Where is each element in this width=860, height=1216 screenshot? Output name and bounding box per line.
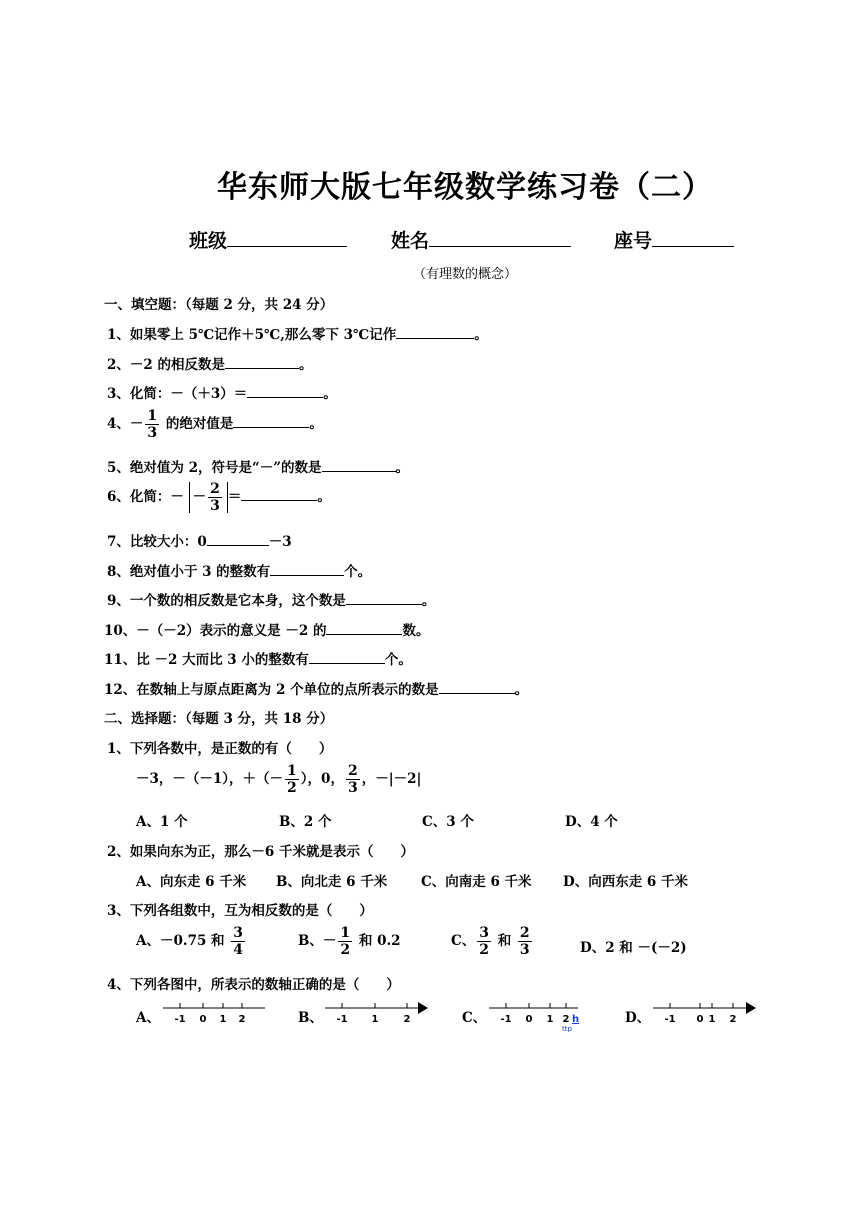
answer-blank[interactable] [207,533,269,546]
option-2-2-a[interactable]: A、向东走 6 千米 [136,874,247,890]
fraction: $\frac{1}{3}$ [147,408,158,441]
option-2-1-a[interactable]: A、1 个 [136,814,188,830]
page-subtitle: （有理数的概念） [412,267,517,282]
question-1-9: 9、一个数的相反数是它本身，这个数是 。 [107,593,436,609]
number-line-d[interactable] [650,996,760,1028]
question-1-6: 6、化简：－ － $\frac{2}{3}$ ＝ 。 [107,481,331,514]
question-1-8: 8、绝对值小于 3 的整数有 个。 [107,564,372,580]
option-2-2-d[interactable]: D、向西东走 6 千米 [563,874,689,890]
tick-label: 2 [729,1014,737,1025]
question-1-3: 3、化简：－（＋3）＝ 。 [107,386,337,402]
fraction: $\frac{2}{3}$ [210,481,220,514]
tick-label: 1 [708,1014,716,1025]
tick-label: 2 [403,1014,411,1025]
question-1-10: 10、－（－2）表示的意义是 －2 的 数。 [104,623,430,639]
fraction: $\frac{2}{3}$ [519,925,530,958]
question-2-3: 3、下列各组数中，互为相反数的是（ ） [107,903,373,919]
tick-label: 0 [199,1014,207,1025]
answer-blank[interactable] [346,592,422,605]
answer-blank[interactable] [326,622,402,635]
fraction: $\frac{3}{4}$ [233,925,244,958]
option-2-1-b[interactable]: B、2 个 [279,814,332,830]
option-2-3-c[interactable]: C、 $\frac{3}{2}$ 和 $\frac{2}{3}$ [451,925,530,958]
tick-label: -1 [500,1014,512,1025]
seat-field[interactable] [614,226,734,253]
number-line-c[interactable] [486,996,596,1032]
answer-blank[interactable] [396,326,474,339]
question-1-2: 2、－2 的相反数是 。 [107,357,313,373]
answer-blank[interactable] [241,488,317,501]
tick-label: -1 [336,1014,348,1025]
number-line-a[interactable] [160,996,270,1028]
option-2-3-d[interactable]: D、2 和 －(－2) [580,940,687,956]
section2-heading: 二、选择题：（每题 3 分，共 18 分） [104,711,334,727]
question-2-4: 4、下列各图中，所表示的数轴正确的是（ ） [107,977,400,993]
fraction: $\frac{1}{2}$ [287,763,297,796]
question-1-12: 12、在数轴上与原点距离为 2 个单位的点所表示的数是 。 [104,682,529,698]
option-2-4-a-label[interactable]: A、 [136,1010,160,1026]
fraction: $\frac{2}{3}$ [347,763,358,796]
tick-label: 2 [238,1014,246,1025]
option-2-1-c[interactable]: C、3 个 [422,814,474,830]
fraction: $\frac{1}{2}$ [340,925,351,958]
question-1-1: 1、如果零上 5℃记作＋5℃,那么零下 3℃记作 。 [107,327,488,343]
answer-blank[interactable] [270,563,344,576]
tick-label: 1 [546,1014,554,1025]
name-blank[interactable] [429,228,571,247]
question-1-5: 5、绝对值为 2，符号是“－”的数是 。 [107,460,410,476]
tick-label: 2 [562,1014,570,1025]
name-label: 姓名 [391,230,430,252]
tick-label: 0 [525,1014,533,1025]
question-1-4: 4、－ $\frac{1}{3}$ 的绝对值是 。 [107,408,323,441]
answer-blank[interactable] [322,459,396,472]
stray-link-text: ttp [562,1025,572,1032]
seat-blank[interactable] [652,228,734,247]
answer-blank[interactable] [309,651,385,664]
name-field[interactable] [391,226,571,253]
option-2-4-c-label[interactable]: C、 [462,1010,487,1026]
tick-label: 0 [696,1014,704,1025]
answer-blank[interactable] [247,385,323,398]
option-2-2-c[interactable]: C、向南走 6 千米 [421,874,532,890]
stray-link-text: h [572,1014,580,1025]
answer-blank[interactable] [225,356,299,369]
tick-label: 1 [219,1014,227,1025]
tick-label: -1 [664,1014,676,1025]
option-2-3-b[interactable]: B、－ $\frac{1}{2}$ 和 0.2 [298,925,401,958]
class-label: 班级 [189,230,228,252]
question-1-7: 7、比较大小：0 －3 [107,534,292,550]
page-title: 华东师大版七年级数学练习卷（二） [217,170,713,205]
question-2-2: 2、如果向东为正，那么－6 千米就是表示（ ） [107,844,414,860]
fraction: $\frac{3}{2}$ [479,925,489,958]
question-2-1-numbers: －3，－（－1），＋（－ $\frac{1}{2}$ ），0， $\frac{2}{3}$ ，－|－2| [136,763,422,796]
option-2-2-b[interactable]: B、向北走 6 千米 [276,874,388,890]
question-2-1: 1、下列各数中，是正数的有（ ） [107,741,333,757]
option-2-4-d-label[interactable]: D、 [625,1010,651,1026]
tick-label: -1 [174,1014,186,1025]
answer-blank[interactable] [233,415,309,428]
class-blank[interactable] [227,228,347,247]
question-1-11: 11、比 －2 大而比 3 小的整数有 个。 [104,652,412,668]
absolute-value-bars: － $\frac{2}{3}$ [189,482,228,513]
answer-blank[interactable] [439,681,515,694]
option-2-4-b-label[interactable]: B、 [298,1010,323,1026]
number-line-b[interactable] [322,996,432,1028]
option-2-3-a[interactable]: A、－0.75 和 $\frac{3}{4}$ [136,925,244,958]
option-2-1-d[interactable]: D、4 个 [565,814,618,830]
section1-heading: 一、填空题：（每题 2 分，共 24 分） [104,297,334,313]
seat-label: 座号 [614,230,653,252]
tick-label: 1 [371,1014,379,1025]
class-field[interactable] [189,226,347,253]
